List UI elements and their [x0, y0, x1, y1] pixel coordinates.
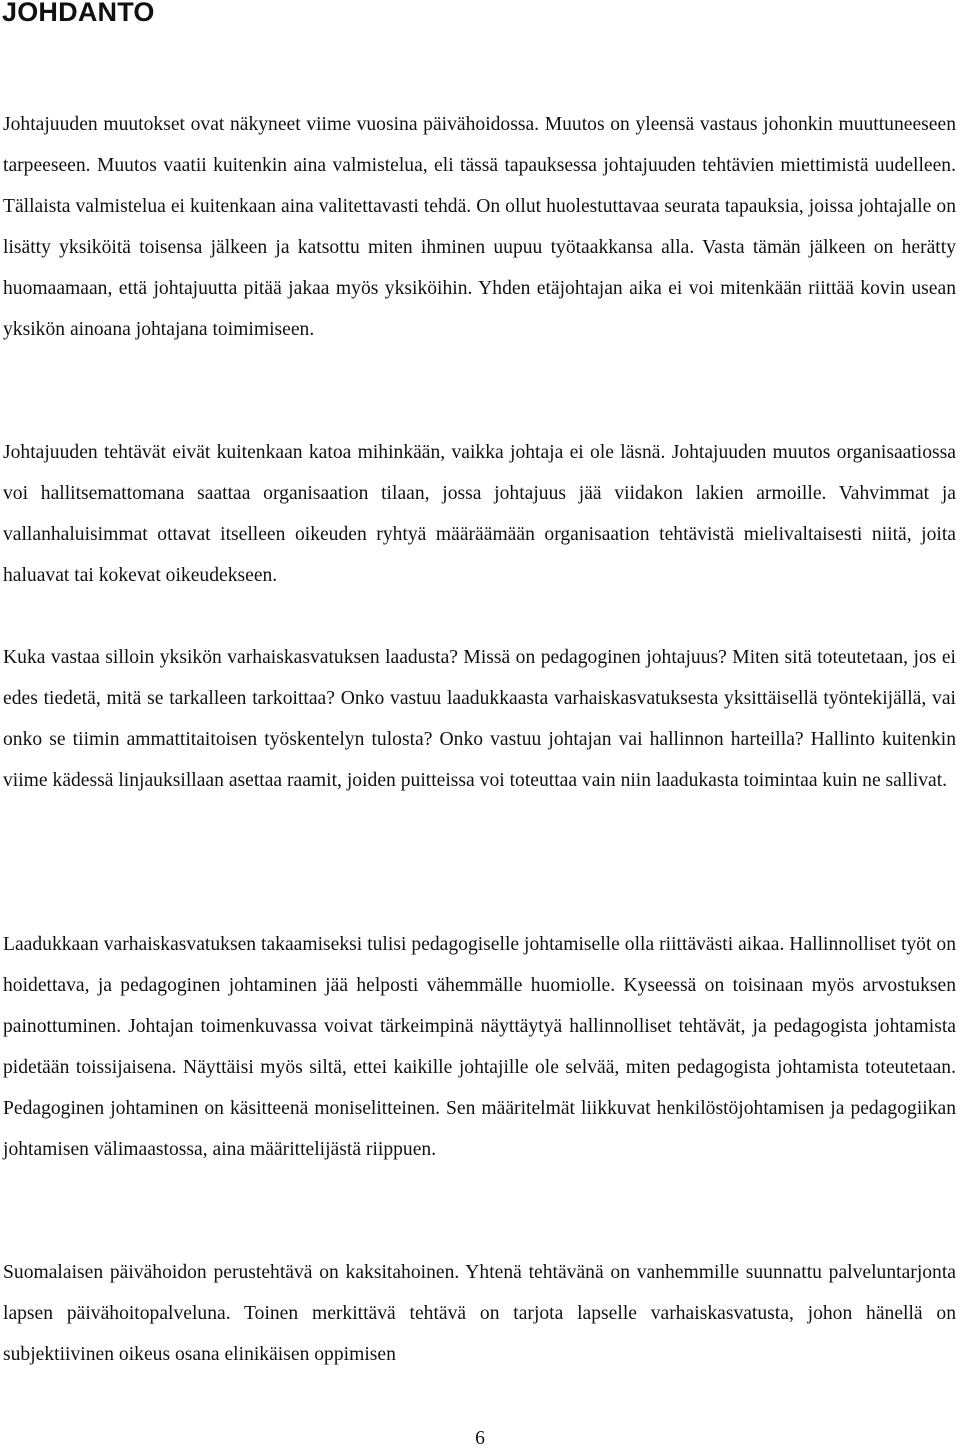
page-heading: JOHDANTO: [2, 0, 155, 27]
paragraph-3: Kuka vastaa silloin yksikön varhaiskasvatuksen laadusta? Missä on pedagoginen johtajuus? Miten sitä toteutetaan, jos ei edes tiedetä, mitä se tarkalleen tarkoittaa? Onko vastuu laadukkaasta varhaiskasvatuksesta yksittäisellä työntekijällä, vai onko se tiimin ammattitaitoisen työskentelyn tulosta? Onko vastuu johtajan vai hallinnon harteilla? Hallinto kuitenkin viime kädessä linjauksillaan asettaa raamit, joiden puitteissa voi toteuttaa vain niin laadukasta toimintaa kuin ne sallivat.: [3, 647, 956, 791]
paragraph-4: Laadukkaan varhaiskasvatuksen takaamiseksi tulisi pedagogiselle johtamiselle olla riittävästi aikaa. Hallinnolliset työt on hoidettava, ja pedagoginen johtaminen jää helposti vähemmälle huomiolle. Kyseessä on toisinaan myös arvostuksen painottuminen. Johtajan toimenkuvassa voivat tärkeimpinä näyttäytyä hallinnolliset tehtävät, ja pedagogista johtamista pidetään toissijaisena. Näyttäisi myös siltä, ettei kaikille johtajille ole selvää, miten pedagogista johtamista toteutetaan. Pedagoginen johtaminen on käsitteenä moniselitteinen. Sen määritelmät liikkuvat henkilöstöjohtamisen ja pedagogiikan johtamisen välimaastossa, aina määrittelijästä riippuen.: [3, 934, 956, 1160]
paragraph-2: Johtajuuden tehtävät eivät kuitenkaan katoa mihinkään, vaikka johtaja ei ole läsnä. Johtajuuden muutos organisaatiossa voi hallitsemattomana saattaa organisaation tilaan, jossa johtajuus jää viidakon lakien armoille. Vahvimmat ja vallanhaluisimmat ottavat itselleen oikeuden ryhtyä määräämään organisaation tehtävistä mielivaltaisesti niitä, joita haluavat tai kokevat oikeudekseen.: [3, 442, 956, 586]
paragraph-1: Johtajuuden muutokset ovat näkyneet viime vuosina päivähoidossa. Muutos on yleensä vastaus johonkin muuttuneeseen tarpeeseen. Muutos vaatii kuitenkin aina valmistelua, eli tässä tapauksessa johtajuuden tehtävien miettimistä uudelleen. Tällaista valmistelua ei kuitenkaan aina valitettavasti tehdä. On ollut huolestuttavaa seurata tapauksia, joissa johtajalle on lisätty yksiköitä toisensa jälkeen ja katsottu miten ihminen uupuu työtaakkansa alla. Vasta tämän jälkeen on herätty huomaamaan, että johtajuutta pitää jakaa myös yksiköihin. Yhden etäjohtajan aika ei voi mitenkään riittää kovin usean yksikön ainoana johtajana toimimiseen.: [3, 114, 956, 340]
page-number: 6: [475, 1428, 485, 1449]
paragraph-5: Suomalaisen päivähoidon perustehtävä on kaksitahoinen. Yhtenä tehtävänä on vanhemmille suunnattu palveluntarjonta lapsen päivähoitopalveluna. Toinen merkittävä tehtävä on tarjota lapselle varhaiskasvatusta, johon hänellä on subjektiivinen oikeus osana elinikäisen oppimisen: [3, 1262, 956, 1365]
